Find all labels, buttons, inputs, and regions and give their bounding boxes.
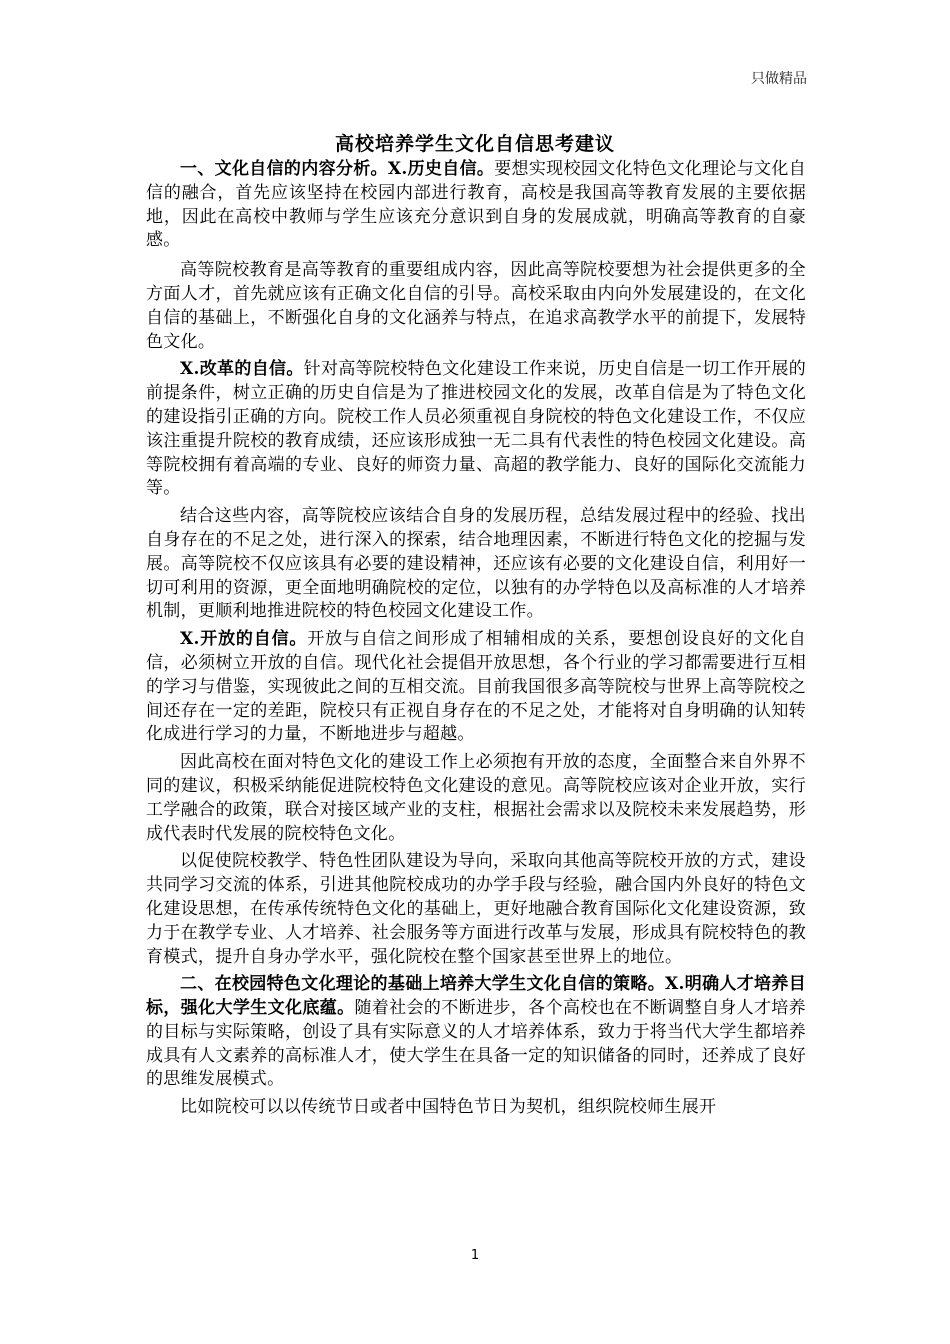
paragraph-7 xyxy=(146,850,806,969)
paragraph-2 xyxy=(146,259,806,354)
paragraph-9-text: 比如院校可以以传统节日或者中国特色节日为契机，组织院校师生展开 xyxy=(180,1097,717,1118)
paragraph-7-text: 以促使院校教学、特色性团队建设为导向，采取向其他高等院校开放的方式，建设共同学习交流的体系，引进其他院校成功的办学手段与经验，融合国内外良好的特色文化建设思想，在传承传统特色文化的基础上，更好地融合教育国际化文化建设资源，致力于在教学专业、人才培养、社会服务等方面进行改革与发展，形成具有院校特色的教育模式，提升自身办学水平，强化院校在整个国家甚至世界上的地位。 xyxy=(146,851,806,967)
page-number: 1 xyxy=(470,1248,480,1263)
paragraph-1-heading: 一、文化自信的内容分析。X.历史自信。 xyxy=(180,159,495,179)
paragraph-8-text: 随着社会的不断进步，各个高校也在不断调整自身人才培养的目标与实际策略，创设了具有实际意义的人才培养体系，致力于将当代大学生都培养成具有人文素养的高标准人才，使大学生在具备一定的知识储备的同时，还养成了良好的思维发展模式。 xyxy=(146,998,806,1090)
paragraph-9 xyxy=(146,1096,806,1120)
paragraph-4-text: 结合这些内容，高等院校应该结合自身的发展历程，总结发展过程中的经验、找出自身存在的不足之处，进行深入的探索，结合地理因素，不断进行特色文化的挖掘与发展。高等院校不仅应该具有必要的建设精神，还应该有必要的文化建设自信，利用好一切可利用的资源，更全面地明确院校的定位，以独有的办学特色以及高标准的人才培养机制，更顺利地推进院校的特色校园文化建设工作。 xyxy=(146,506,806,622)
paragraph-5-heading: X.开放的自信。 xyxy=(180,629,308,650)
paragraph-1 xyxy=(146,158,806,253)
paragraph-3 xyxy=(146,358,806,501)
paragraph-4 xyxy=(146,505,806,624)
paragraph-1-text: 要想实现校园文化特色文化理论与文化自信的融合，首先应该坚持在校园内部进行教育，高校是我国高等教育发展的主要依据地，因此在高校中教师与学生应该充分意识到自身的发展成就，明确高等教育的自豪感。 xyxy=(146,159,806,251)
document-title: 高校培养学生文化自信思考建议 xyxy=(334,133,615,155)
paragraph-2-text: 高等院校教育是高等教育的重要组成内容，因此高等院校要想为社会提供更多的全方面人才，首先就应该有正确文化自信的引导。高校采取由内向外发展建设的，在文化自信的基础上，不断强化自身的文化涵养与特点，在追求高教学水平的前提下，发展特色文化。 xyxy=(146,260,806,352)
paragraph-5 xyxy=(146,628,806,747)
header-note: 只做精品 xyxy=(751,71,807,87)
document-body xyxy=(146,158,806,1124)
paragraph-6 xyxy=(146,751,806,846)
paragraph-3-heading: X.改革的自信。 xyxy=(180,359,304,380)
paragraph-8-heading: 二、在校园特色文化理论的基础上培养大学生文化自信的策略。X.明确人才培养目标，强化大学生文化底蕴。 xyxy=(146,974,806,1019)
paragraph-6-text: 因此高校在面对特色文化的建设工作上必须抱有开放的态度，全面整合来自外界不同的建议，积极采纳能促进院校特色文化建设的意见。高等院校应该对企业开放，实行工学融合的政策，联合对接区域产业的支柱，根据社会需求以及院校未来发展趋势，形成代表时代发展的院校特色文化。 xyxy=(146,752,806,844)
paragraph-8 xyxy=(146,973,806,1092)
paragraph-5-text: 开放与自信之间形成了相辅相成的关系，要想创设良好的文化自信，必须树立开放的自信。现代化社会提倡开放思想，各个行业的学习都需要进行互相的学习与借鉴，实现彼此之间的互相交流。目前我国很多高等院校与世界上高等院校之间还存在一定的差距，院校只有正视自身存在的不足之处，才能将对自身明确的认知转化成进行学习的力量，不断地进步与超越。 xyxy=(146,629,806,745)
paragraph-3-text: 针对高等院校特色文化建设工作来说，历史自信是一切工作开展的前提条件，树立正确的历史自信是为了推进校园文化的发展，改革自信是为了特色文化的建设指引正确的方向。院校工作人员必须重视自身院校的特色文化建设工作，不仅应该注重提升院校的教育成绩，还应该形成独一无二具有代表性的特色校园文化建设。高等院校拥有着高端的专业、良好的师资力量、高超的教学能力、良好的国际化交流能力等。 xyxy=(146,359,806,499)
